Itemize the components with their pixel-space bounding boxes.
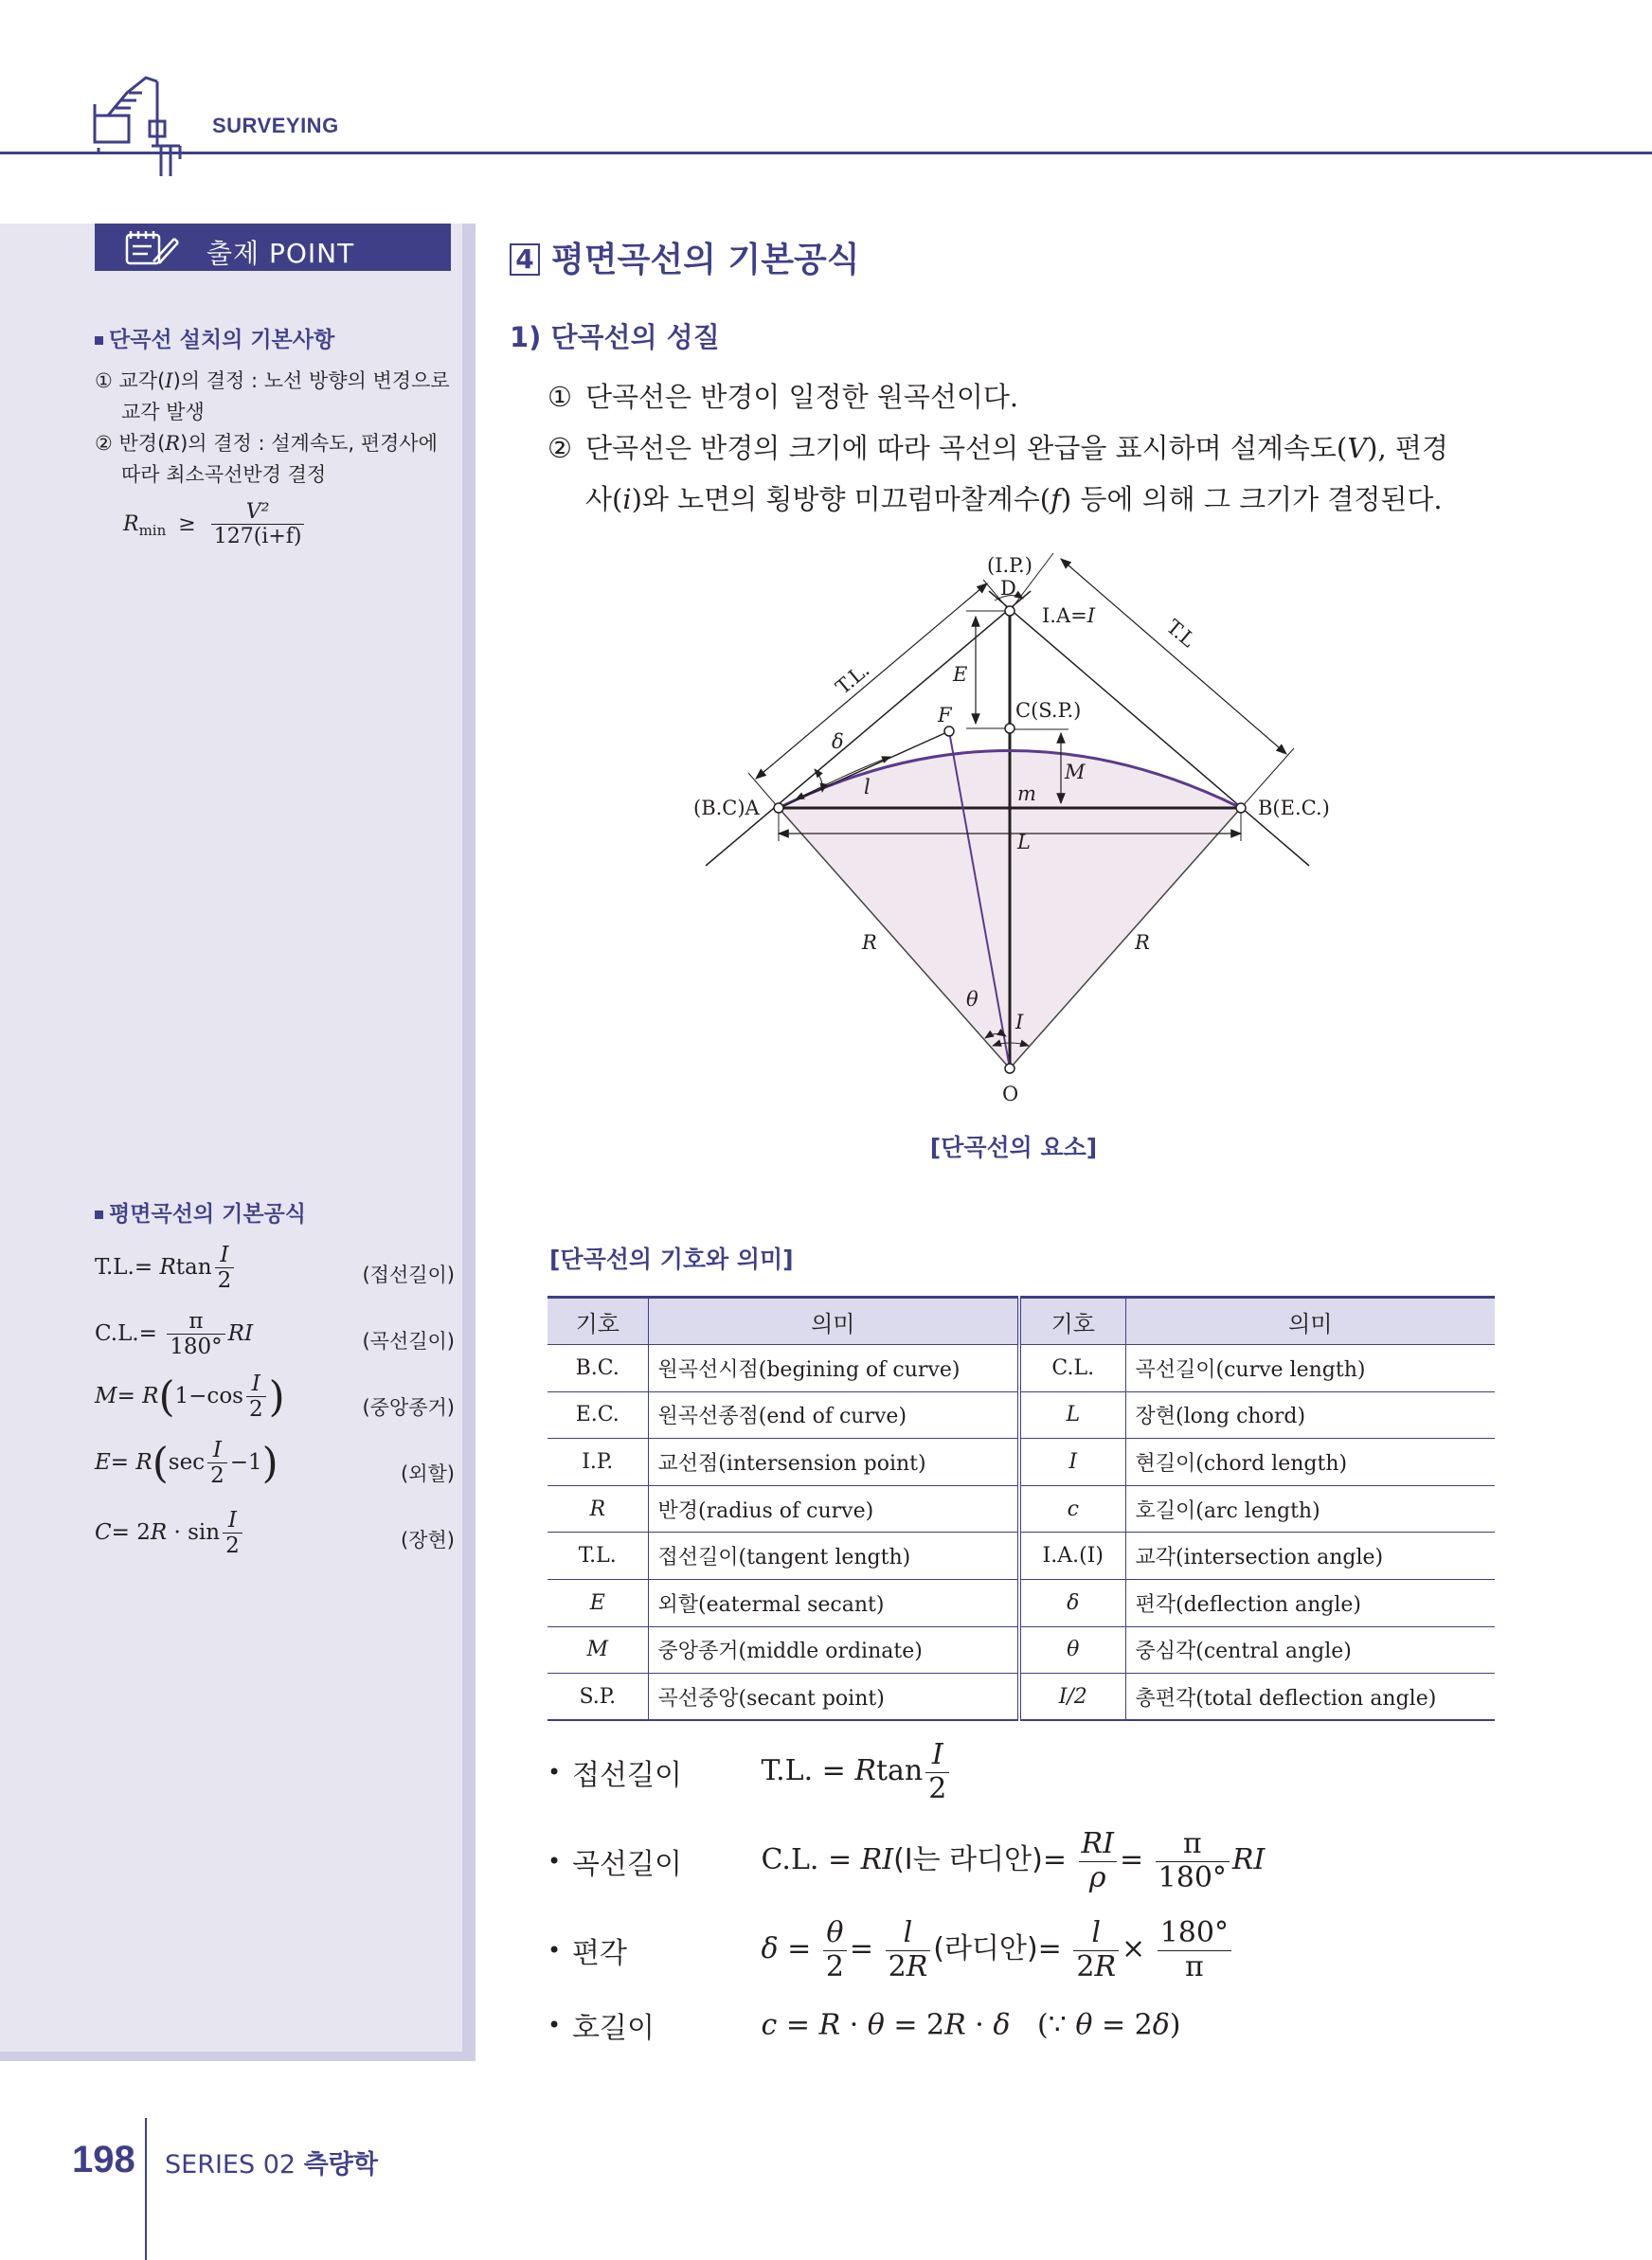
header-rule: [0, 152, 1652, 154]
formula-name-c: (장현): [401, 1529, 455, 1552]
sidebar-formula-tl: T.L.= Rtan $\frac{I}{2}$: [95, 1243, 237, 1294]
formula-name-cl: (곡선길이): [362, 1330, 455, 1353]
col-header: 기호: [1019, 1298, 1125, 1345]
header-title: SURVEYING: [212, 114, 339, 137]
item1-text-c: 교각 발생: [121, 401, 205, 423]
table-row: [548, 1391, 1495, 1439]
cell-symbol: L: [1019, 1391, 1125, 1439]
series-label: SERIES 02: [165, 2150, 296, 2179]
formula-name: 접선길이: [572, 1759, 682, 1792]
property-text: 단곡선은 반경의 크기에 따라 곡선의 완급을 표시하며 설계속도(: [585, 432, 1348, 464]
cell-meaning: 현길이(chord length): [1125, 1439, 1495, 1486]
subsection-title: 1) 단곡선의 성질: [510, 321, 720, 353]
label-i-angle: I: [1015, 1011, 1024, 1033]
cell-meaning: 호길이(arc length): [1125, 1485, 1495, 1533]
square-bullet-icon: [95, 1211, 103, 1219]
sidebar-heading-formulas: [95, 1196, 306, 1228]
cell-meaning: 반경(radius of curve): [648, 1485, 1019, 1533]
exam-point-label: 출제 POINT: [206, 238, 355, 269]
cell-meaning: 교선점(intersension point): [648, 1439, 1019, 1486]
property-item-1: [548, 371, 1018, 422]
exam-point-badge: [95, 224, 451, 271]
table-row: [548, 1626, 1495, 1674]
sidebar-item-intersection-angle: [95, 366, 450, 491]
cell-symbol: I.A.(I): [1019, 1533, 1125, 1580]
section-title: [510, 233, 860, 281]
cell-symbol: c: [1019, 1485, 1125, 1533]
cell-meaning: 접선길이(tangent length): [648, 1533, 1019, 1580]
cell-symbol: θ: [1019, 1626, 1125, 1674]
cell-meaning: 곡선길이(curve length): [1125, 1345, 1495, 1392]
sidebar-shadow-foot: [0, 2052, 476, 2061]
formula-tangent-length: • 접선길이 T.L. = Rtan $\frac{I}{2}$: [548, 1739, 952, 1805]
label-bca: (B.C)A: [693, 797, 760, 819]
square-bullet-icon: [95, 336, 103, 345]
diagram-caption-wrap: [0, 1129, 1652, 1163]
label-d: D: [1000, 577, 1016, 600]
cell-symbol: M: [548, 1626, 648, 1674]
label-e: E: [953, 663, 968, 686]
section-number: 4: [510, 243, 540, 276]
table-title: [단곡선의 기호와 의미]: [549, 1246, 794, 1273]
formula-deflection-angle: • 편각 δ = $\frac{\theta}{2}$ = $\frac{l}{2R}$ (라디안)= $\frac{l}{2R}$ × $\frac{180^\circ}{\pi}$: [548, 1917, 1234, 1983]
item-marker: ②: [548, 432, 572, 464]
cell-symbol: I: [1019, 1439, 1125, 1486]
label-l-small: l: [864, 776, 871, 798]
table-header-row: [548, 1298, 1495, 1345]
item2-text-a: ② 반경(: [95, 432, 166, 455]
label-delta: δ: [832, 730, 844, 753]
sidebar-formula-c: C= 2R · sin $\frac{I}{2}$: [95, 1508, 245, 1559]
cell-symbol: C.L.: [1019, 1345, 1125, 1392]
col-header: 의미: [1125, 1298, 1495, 1345]
cell-meaning: 원곡선시점(begining of curve): [648, 1345, 1019, 1392]
label-ia: I.A=I: [1042, 604, 1096, 627]
col-header: 기호: [548, 1298, 648, 1345]
table-row: [548, 1345, 1495, 1392]
cell-meaning: 장현(long chord): [1125, 1391, 1495, 1439]
cell-symbol: T.L.: [548, 1533, 648, 1580]
diagram-caption: [단곡선의 요소]: [929, 1134, 1098, 1161]
formula-note: (I는 라디안): [893, 1843, 1043, 1876]
label-ip: (I.P.): [987, 554, 1032, 577]
col-header: 의미: [648, 1298, 1019, 1345]
label-csp: C(S.P.): [1015, 699, 1082, 722]
sidebar-formula-e: E= R(sec $\frac{I}{2}$ −1): [95, 1438, 278, 1489]
rmin-subscript: min: [138, 522, 167, 540]
cell-meaning: 원곡선종점(end of curve): [648, 1391, 1019, 1439]
property-text: ), 편경: [1367, 432, 1448, 464]
formula-curve-length: • 곡선길이 C.L. = RI(I는 라디안)= $\frac{RI}{\rho}$ = $\frac{\pi}{180^\circ}$ RI: [548, 1827, 1266, 1894]
rmin-symbol: R: [123, 511, 139, 536]
rmin-formula: $R_{min}$ ≥ $\frac{\text{V²}}{127(i+f)}$: [123, 500, 307, 549]
property-text: ) 등에 의해 그 크기가 결정된다.: [1060, 483, 1443, 515]
var-i: i: [622, 483, 632, 515]
cell-meaning: 외할(eatermal secant): [648, 1579, 1019, 1626]
label-theta: θ: [966, 988, 979, 1011]
label-tl-left: T.L.: [831, 657, 874, 699]
table-row: [548, 1674, 1495, 1721]
page-number: 198: [72, 2139, 135, 2180]
label-o: O: [1002, 1083, 1019, 1105]
notepad-pencil-icon: [121, 227, 186, 269]
item-marker: ①: [548, 381, 572, 413]
sidebar-heading-text: 단곡선 설치의 기본사항: [109, 328, 335, 352]
cell-meaning: 편각(deflection angle): [1125, 1579, 1495, 1626]
property-text: 단곡선은 반경이 일정한 원곡선이다.: [585, 381, 1019, 413]
bullet-icon: •: [548, 1848, 562, 1874]
cell-symbol: S.P.: [548, 1674, 648, 1721]
item2-text-b: )의 결정 : 설계속도, 편경사에: [180, 432, 438, 455]
formula-name-tl: (접선길이): [362, 1264, 455, 1286]
item2-text-c: 따라 최소곡선반경 결정: [121, 463, 327, 486]
bullet-icon: •: [548, 2012, 562, 2038]
section-title-text: 평면곡선의 기본공식: [551, 241, 860, 279]
label-r-left: R: [862, 931, 877, 954]
property-item-2-cont: [585, 474, 1443, 525]
cell-meaning: 교각(intersection angle): [1125, 1533, 1495, 1580]
label-r-right: R: [1135, 931, 1150, 954]
footer-divider: [145, 2118, 147, 2260]
cell-symbol: E: [548, 1579, 648, 1626]
rmin-fraction: [211, 500, 305, 549]
crane-logo-icon: [89, 74, 195, 178]
formula-name-m: (중앙종거): [362, 1396, 455, 1419]
var-f: f: [1050, 483, 1061, 515]
property-item-2: [548, 422, 1448, 474]
sidebar-heading-text: 평면곡선의 기본공식: [109, 1202, 306, 1227]
rmin-denominator: 127(i+f): [213, 525, 302, 549]
cell-meaning: 총편각(total deflection angle): [1125, 1674, 1495, 1721]
label-m-small: m: [1017, 782, 1036, 805]
cell-symbol: I.P.: [548, 1439, 648, 1486]
var-v: V: [1347, 432, 1368, 464]
property-text: )와 노면의 횡방향 미끄럼마찰계수(: [631, 483, 1051, 515]
item1-text-b: )의 결정 : 노선 방향의 변경으로: [172, 369, 450, 392]
label-f: F: [938, 704, 952, 726]
sidebar-formula-m: M= R(1−cos $\frac{I}{2}$ ): [95, 1372, 285, 1423]
formula-name: 호길이: [572, 2012, 655, 2045]
cell-symbol: B.C.: [548, 1345, 648, 1392]
subject-label: 측량학: [303, 2150, 378, 2179]
formula-arc-length: • 호길이 c = R · θ = 2R · δ (∵ θ = 2δ): [548, 2004, 1180, 2046]
label-l-big: L: [1017, 831, 1031, 853]
cell-symbol: E.C.: [548, 1391, 648, 1439]
rmin-numerator: V²: [211, 500, 305, 525]
formula-name: 편각: [572, 1937, 627, 1970]
symbols-table: [548, 1296, 1495, 1721]
bullet-icon: •: [548, 1937, 562, 1964]
item1-var: I: [165, 369, 173, 392]
footer-series: [165, 2143, 378, 2180]
cell-symbol: R: [548, 1485, 648, 1533]
label-bec: B(E.C.): [1258, 797, 1330, 819]
item1-text-a: ① 교각(: [95, 369, 166, 392]
table-row: [548, 1439, 1495, 1486]
cell-meaning: 중심각(central angle): [1125, 1626, 1495, 1674]
item2-var: R: [165, 432, 181, 455]
cell-meaning: 곡선중앙(secant point): [648, 1674, 1019, 1721]
simple-curve-diagram: [663, 544, 1364, 1112]
cell-symbol: I/2: [1019, 1674, 1125, 1721]
sidebar-formula-cl: C.L.= $\frac{\pi}{180^\circ}$ RI: [95, 1309, 254, 1360]
formula-name: 곡선길이: [572, 1848, 682, 1881]
table-row: [548, 1533, 1495, 1580]
bullet-icon: •: [548, 1759, 562, 1785]
table-row: [548, 1485, 1495, 1533]
property-text: 사(: [585, 483, 623, 515]
table-row: [548, 1579, 1495, 1626]
formula-name-e: (외할): [401, 1462, 455, 1485]
label-m-big: M: [1065, 761, 1086, 783]
cell-meaning: 중앙종거(middle ordinate): [648, 1626, 1019, 1674]
cell-symbol: δ: [1019, 1579, 1125, 1626]
formula-note: (라디안): [933, 1932, 1038, 1965]
label-tl-right: T.L: [1161, 615, 1200, 653]
sidebar-heading-curve-basics: [95, 322, 334, 353]
